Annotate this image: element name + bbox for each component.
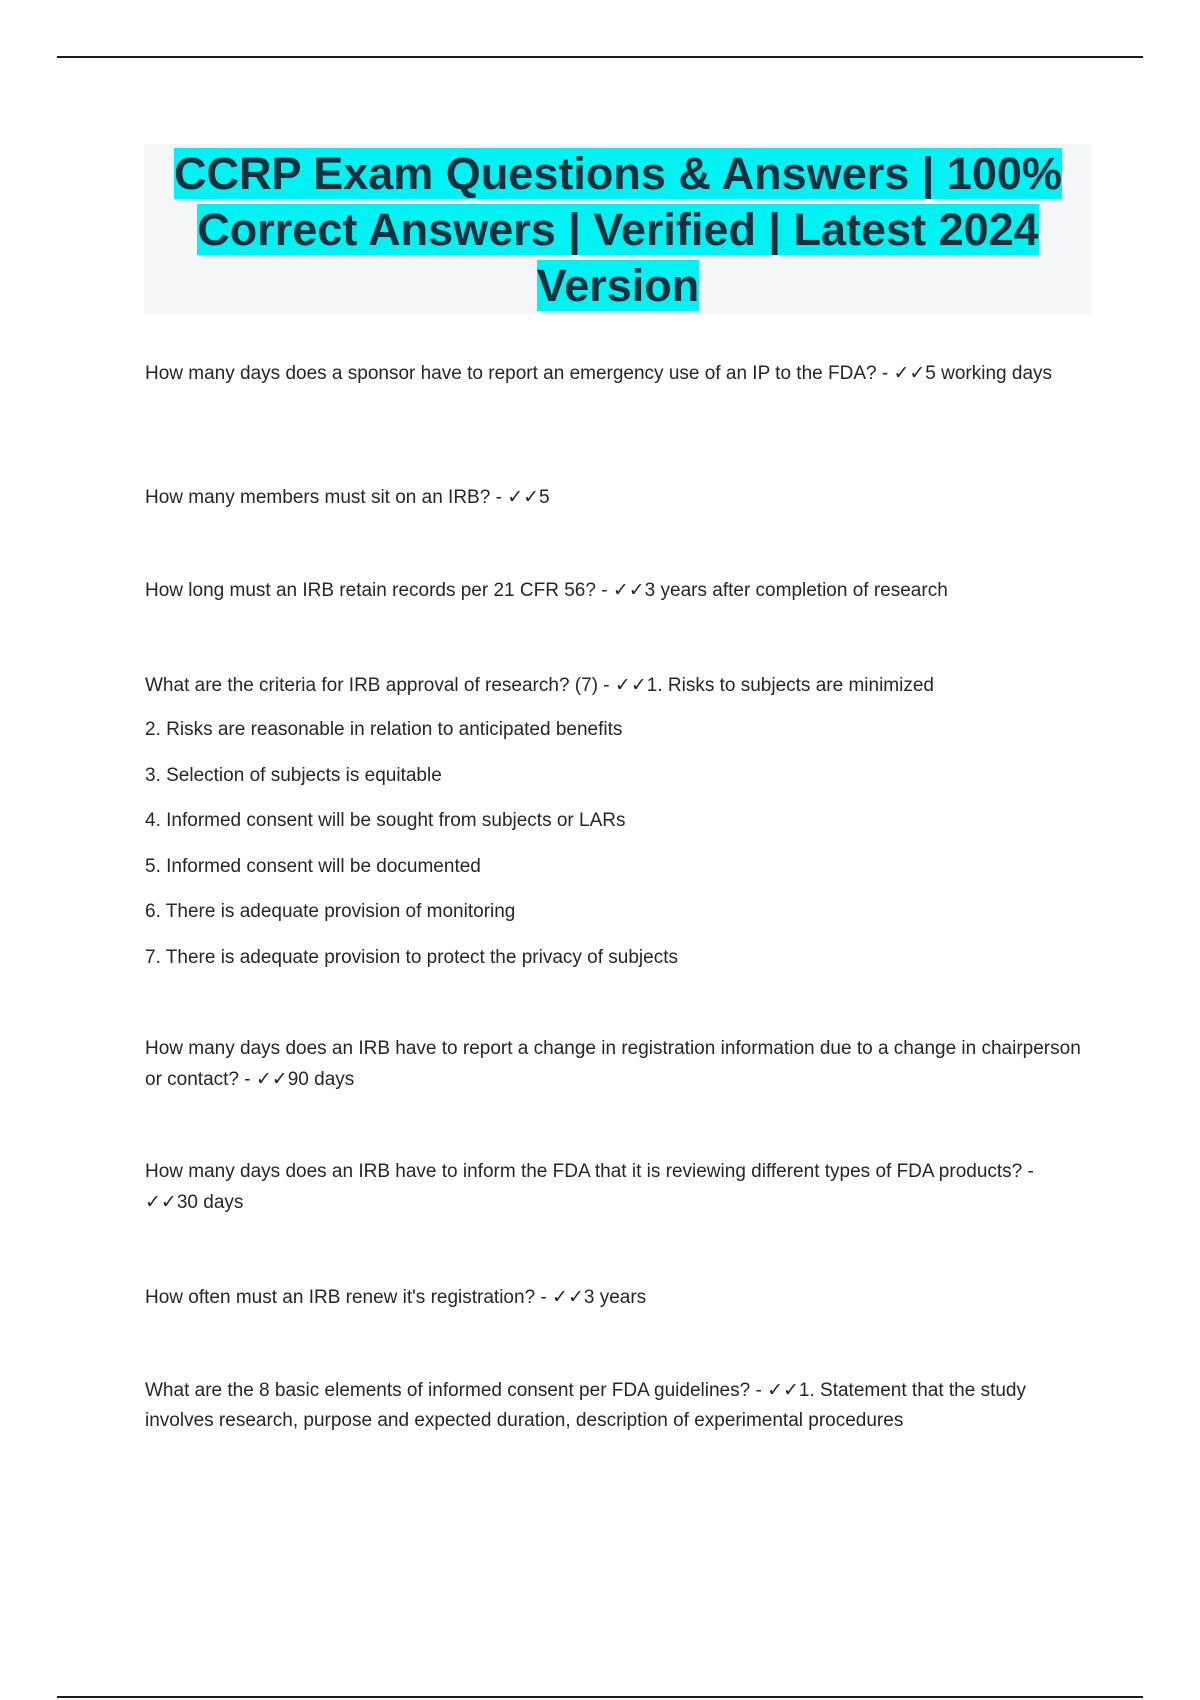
top-rule [57,56,1143,58]
check-icon: ✓✓ [255,1068,288,1090]
qa-item: How often must an IRB renew it's registration? - ✓✓3 years [145,1286,647,1308]
bottom-rule [57,1696,1143,1698]
question-text: How many days does an IRB have to inform the FDA that it is reviewing different types of FDA products? [145,1161,1023,1182]
qa-item: How many members must sit on an IRB? - ✓✓5 [145,486,550,508]
list-item: 7. There is adequate provision to protect the privacy of subjects [145,947,679,968]
check-icon: ✓✓ [612,579,645,601]
question-text: What are the 8 basic elements of informed consent per FDA guidelines? [145,1380,751,1401]
qa-item: What are the 8 basic elements of informed consent per FDA guidelines? - ✓✓1. Statement that the study involves research, purpose and expected duration, description of experimental procedures [145,1379,1026,1431]
qa-item: How long must an IRB retain records per 21 CFR 56? - ✓✓3 years after completion of research [145,579,948,601]
check-icon: ✓✓ [552,1286,584,1308]
question-text: How many days does a sponsor have to report an emergency use of an IP to the FDA? [145,363,877,384]
list-item: 6. There is adequate provision of monitoring [145,901,516,922]
question-text: How many days does an IRB have to report a change in registration information due to a change in chairperson or contact? [145,1038,1081,1090]
answer-text: 5 [539,487,550,508]
answer-text: 5 working days [925,363,1053,384]
list-item: 4. Informed consent will be sought from subjects or LARs [145,810,626,831]
list-item: 3. Selection of subjects is equitable [145,765,442,786]
answer-text: 30 days [176,1192,244,1213]
qa-item: How many days does an IRB have to inform the FDA that it is reviewing different types of FDA products? - ✓✓30 days [145,1161,1034,1213]
check-icon: ✓✓ [507,486,540,508]
check-icon: ✓✓ [893,362,926,384]
question-text: How many members must sit on an IRB? [145,487,491,508]
answer-text: 3 years [583,1287,647,1308]
question-text: How long must an IRB retain records per 21 CFR 56? [145,580,596,601]
qa-item: How many days does an IRB have to report a change in registration information due to a change in chairperson or contact? - ✓✓90 days [145,1038,1081,1090]
answer-text: 1. Risks to subjects are minimized [646,675,934,696]
check-icon: ✓✓ [614,674,647,696]
qa-item: How many days does a sponsor have to report an emergency use of an IP to the FDA? - ✓✓5 working days [145,362,1053,384]
answer-text: 1. Statement that the study involves research, purpose and expected duration, description of experimental procedures [145,1380,1026,1431]
question-text: What are the criteria for IRB approval of research? (7) [145,675,599,696]
answer-text: 3 years after completion of research [644,580,948,601]
answer-text: 90 days [287,1069,355,1090]
check-icon: ✓✓ [145,1191,177,1213]
list-item: 2. Risks are reasonable in relation to anticipated benefits [145,719,623,740]
check-icon: ✓✓ [767,1379,799,1401]
question-text: How often must an IRB renew it's registration? [145,1287,536,1308]
document-title: CCRP Exam Questions & Answers | 100% Correct Answers | Verified | Latest 2024 Version [174,148,1062,311]
qa-item: What are the criteria for IRB approval of research? (7) - ✓✓1. Risks to subjects are minimized [145,674,934,696]
list-item: 5. Informed consent will be documented [145,856,481,877]
title-banner [144,144,1092,314]
